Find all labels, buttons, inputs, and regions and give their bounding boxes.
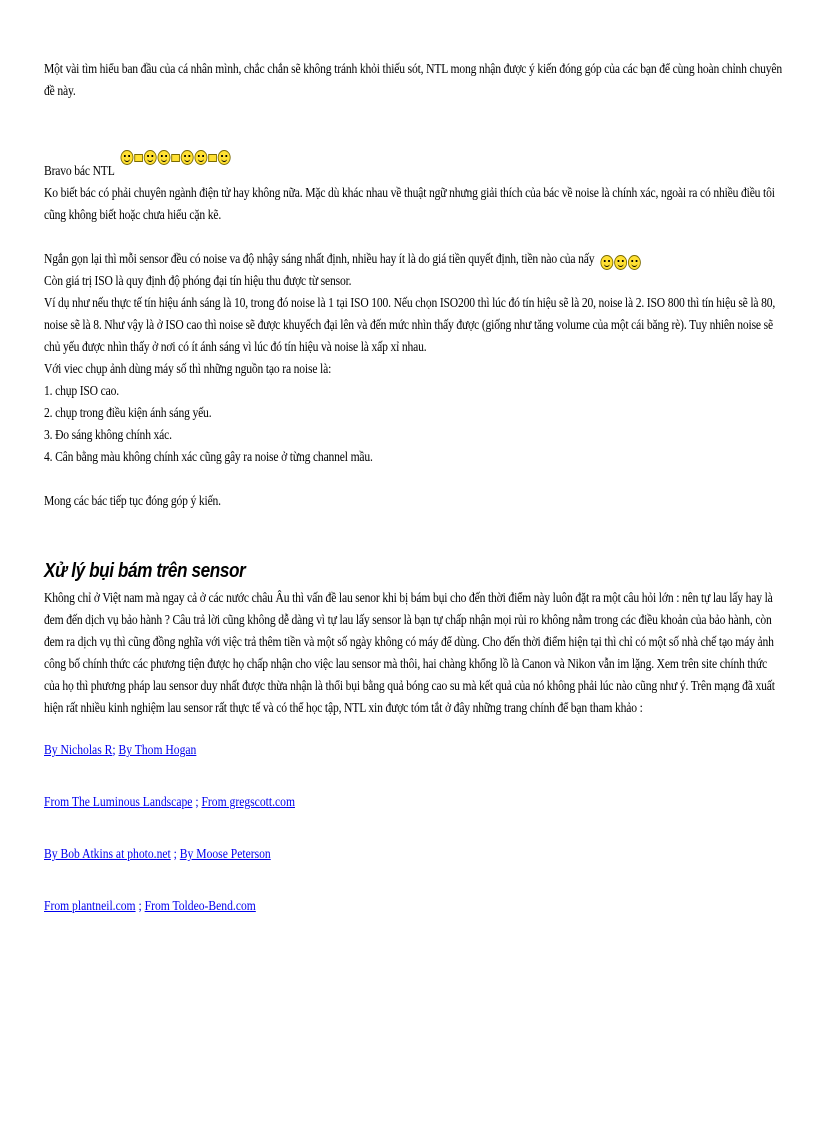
laugh-smiley-icon [601, 255, 614, 270]
link-nicholas-r[interactable]: By Nicholas R [44, 742, 113, 757]
reply-paragraph-5: Với viec chụp ảnh dùng máy số thì những nguồn tạo ra noise là: [44, 361, 332, 376]
laugh-smiley-row [601, 255, 641, 270]
link-bob-atkins[interactable]: By Bob Atkins at photo.net [44, 846, 171, 861]
list-item: 1. chụp ISO cao. [44, 383, 119, 398]
link-separator: ; [192, 794, 202, 809]
closing-paragraph: Mong các bác tiếp tục đóng góp ý kiến. [44, 493, 221, 508]
intro-paragraph: Một vài tìm hiểu ban đầu của cá nhân mình, chắc chắn sẽ không tránh khỏi thiếu sót, NTL mong nhận được ý kiến đóng góp của các bạn để cùng hoàn chỉnh chuyên đề này. [44, 61, 783, 98]
reply-paragraph-3: Còn giá trị ISO là quy định độ phóng đại tín hiệu thu được từ sensor. [44, 273, 352, 288]
link-moose-peterson[interactable]: By Moose Peterson [179, 846, 271, 861]
link-separator: ; [135, 898, 145, 913]
smiley-icon [157, 150, 170, 165]
smiley-icon [144, 150, 157, 165]
laugh-smiley-icon [628, 255, 641, 270]
list-item: 4. Cân bằng màu không chính xác cũng gây ra noise ở từng channel mầu. [44, 449, 373, 464]
beer-icon [171, 154, 180, 162]
greeting-line [44, 150, 784, 182]
smiley-icon [120, 150, 133, 165]
smiley-icon [218, 150, 231, 165]
intro-block [44, 58, 784, 102]
link-row [44, 843, 784, 865]
laugh-smiley-icon [614, 255, 627, 270]
reply-paragraph-4: Ví dụ như nếu thực tế tín hiệu ánh sáng là 10, trong đó noise là 1 tại ISO 100. Nếu chọn ISO200 thì lúc đó tín hiệu sẽ là 20, noise là 2. ISO 800 thì tín hiệu sẽ là 80, noise sẽ là 8. Như vậy là ở ISO cao thì noise sẽ được khuyếch đại lên và đến mức nhìn thấy được (giống như tăng volume của một cái băng rè). Tuy nhiên noise sẽ chủ yếu được nhìn thấy ở nơi có ít ánh sáng vì lúc đó tín hiệu và noise là xấp xỉ nhau. [44, 295, 776, 354]
section-body-block [44, 587, 784, 719]
link-separator: ; [112, 742, 119, 757]
smiley-icon [181, 150, 194, 165]
link-row [44, 791, 784, 813]
beer-icon [208, 154, 217, 162]
link-gregscott[interactable]: From gregscott.com [201, 794, 295, 809]
link-row [44, 739, 784, 761]
section-heading: Xử lý bụi bám trên sensor [44, 560, 246, 582]
reference-links [44, 739, 786, 917]
reply-paragraph-2 [44, 248, 784, 270]
reply-paragraph-2-text: Ngắn gọn lại thì mỗi sensor đều có noise va độ nhậy sáng nhất định, nhiều hay ít là do giá tiền quyết định, tiền nào của nấy [44, 251, 595, 266]
link-row [44, 895, 784, 917]
link-separator: ; [170, 846, 180, 861]
link-toldeo-bend[interactable]: From Toldeo-Bend.com [144, 898, 256, 913]
smiley-row [120, 150, 230, 165]
greeting-text: Bravo bác NTL [44, 163, 115, 178]
link-luminous-landscape[interactable]: From The Luminous Landscape [44, 794, 193, 809]
link-thom-hogan[interactable]: By Thom Hogan [118, 742, 197, 757]
list-item: 3. Đo sáng không chính xác. [44, 427, 172, 442]
section-body: Không chỉ ở Việt nam mà ngay cả ở các nước châu Âu thì vấn đề lau senor khi bị bám bụi cho đến thời điểm này luôn đặt ra một câu hỏi lớn : nên tự lau lấy hay là đem đến dịch vụ bảo hành ? Câu trả lời cũng không dễ dàng vì tự lau lấy sensor là bạn tự chấp nhận mọi rủi ro không nằm trong các điều khoản của bảo hành, còn đem ra dịch vụ thì cũng đồng nghĩa với việc trả thêm tiền và một số ngày không có máy để dùng. Cho đến thời điểm hiện tại thì chỉ có một số nhà chế tạo máy ảnh công bố chính thức các phương tiện được họ chấp nhận cho việc lau sensor mà thôi, hai chàng khổng lồ là Canon và Nikon vẫn im lặng. Xem trên site chính thức của họ thì phương pháp lau sensor duy nhất được thừa nhận là thổi bụi bằng quả bóng cao su mà kết quả của nó không phải lúc nào cũng như ý. Trên mạng đã xuất hiện rất nhiều kinh nghiệm lau sensor rất thực tế và có thể học tập, NTL xin được tóm tắt ở đây những trang chính để bạn tham khảo : [44, 590, 775, 715]
list-item: 2. chụp trong điều kiện ánh sáng yếu. [44, 405, 212, 420]
beer-icon [134, 154, 143, 162]
document-page [44, 58, 786, 947]
reply-paragraph-1: Ko biết bác có phải chuyên ngành điện tử hay không nữa. Mặc dù khác nhau về thuật ngữ nhưng giải thích của bác về noise là chính xác, ngoài ra có nhiều điều tôi cũng không biết hoặc chưa hiểu cặn kẽ. [44, 185, 775, 222]
reply-block [44, 150, 784, 512]
smiley-icon [194, 150, 207, 165]
link-plantneil[interactable]: From plantneil.com [44, 898, 136, 913]
